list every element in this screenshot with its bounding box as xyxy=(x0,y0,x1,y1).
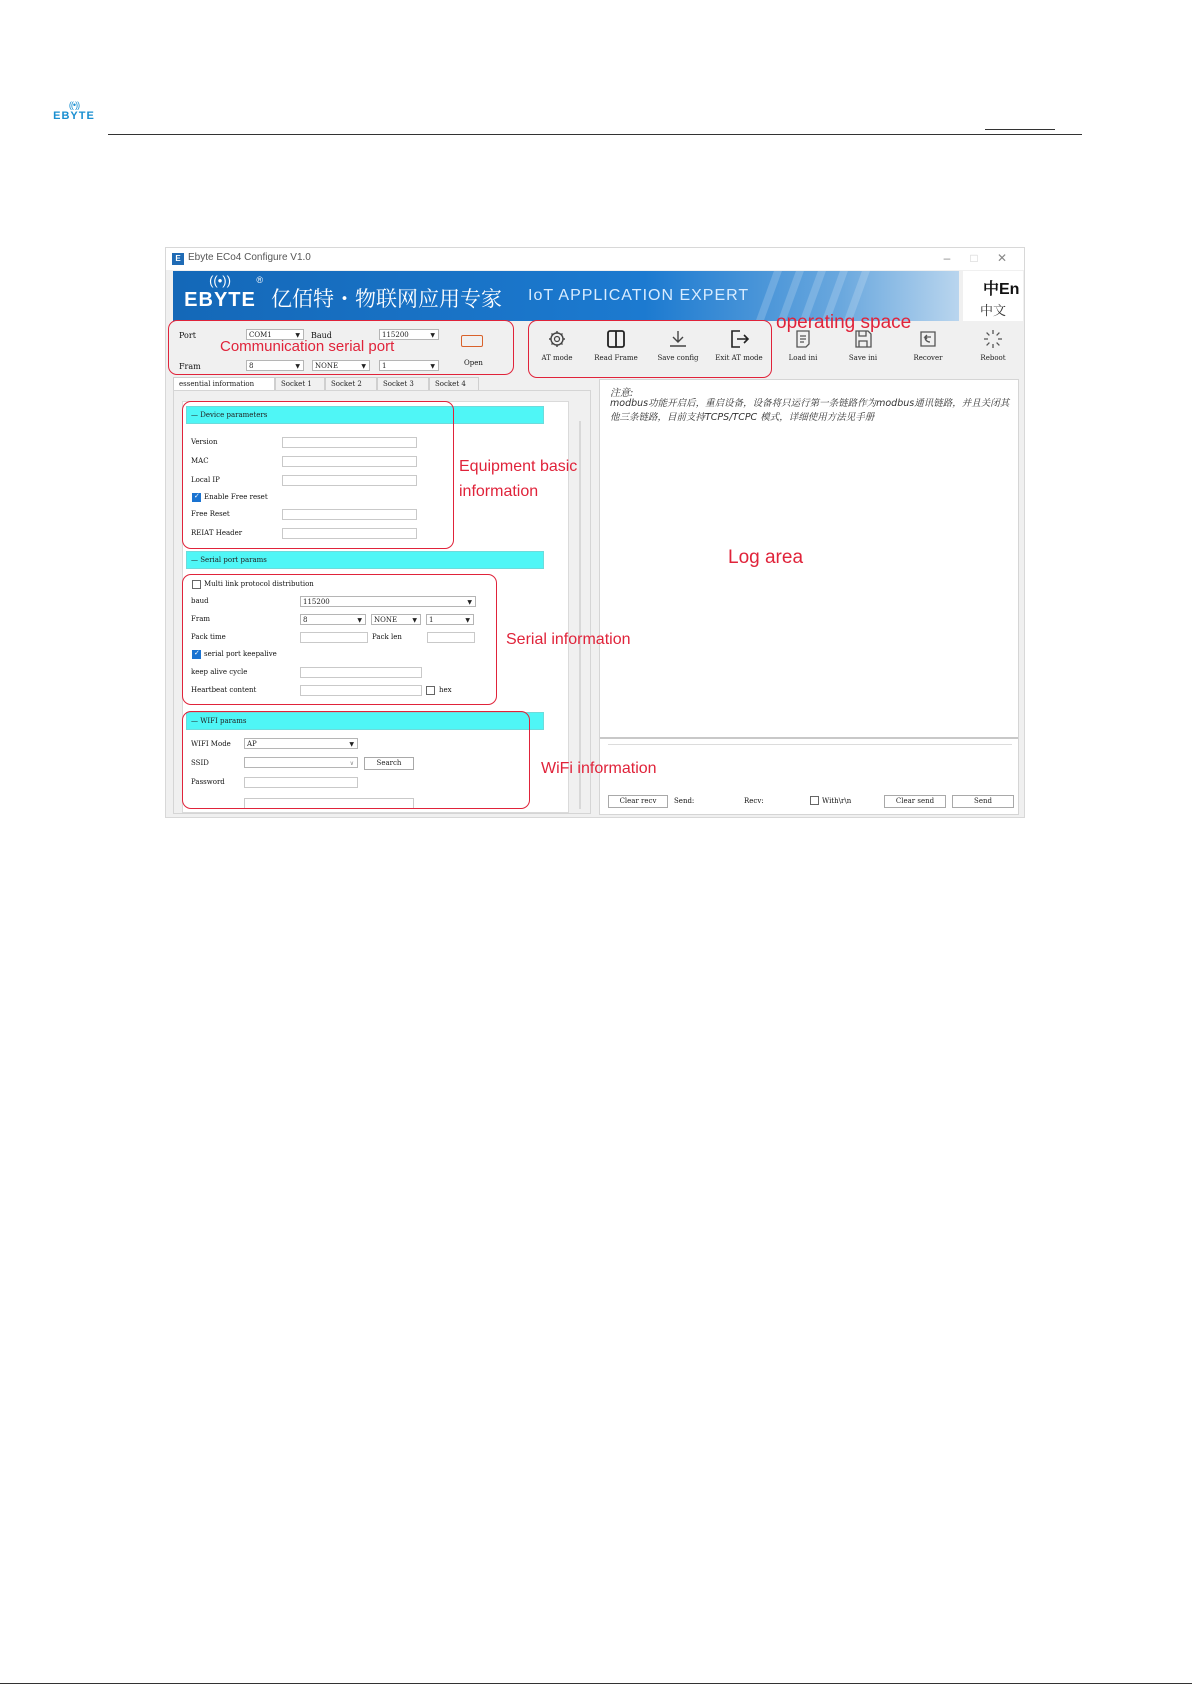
banner-slogan-en: IoT APPLICATION EXPERT xyxy=(528,287,750,304)
send-count-label: Send: xyxy=(674,797,695,805)
operating-space-annotation: operating space xyxy=(776,312,912,333)
clear-send-button[interactable]: Clear send xyxy=(884,795,946,808)
language-button[interactable] xyxy=(963,271,1023,321)
mac-label: MAC xyxy=(191,457,209,465)
keep-alive-cycle-label: keep alive cycle xyxy=(191,668,248,676)
fram-label: Fram xyxy=(179,362,201,371)
send-input[interactable] xyxy=(608,744,1012,783)
serial-baud-select[interactable]: 115200 ▼ xyxy=(300,596,476,607)
wifi-waves-icon: ((•)) xyxy=(68,100,80,110)
with-rn-label: With\r\n xyxy=(822,797,852,805)
language-icon: 中En xyxy=(983,281,1020,298)
stop-bits-select[interactable]: 1 ▼ xyxy=(379,360,439,371)
serial-port-params-header[interactable]: — Serial port params xyxy=(186,551,544,569)
tab-essential-information[interactable]: essential information xyxy=(173,377,275,390)
serial-fram-label: Fram xyxy=(191,615,211,623)
equipment-annotation: Equipment basic information xyxy=(459,458,578,500)
hex-label: hex xyxy=(439,686,452,694)
title-bar xyxy=(166,248,1024,270)
wifi-annotation-box xyxy=(182,711,530,809)
heartbeat-label: Heartbeat content xyxy=(191,686,257,694)
data-bits-select[interactable]: 8 ▼ xyxy=(246,360,304,371)
equipment-annotation-box xyxy=(182,401,454,549)
serial-baud-label: baud xyxy=(191,597,209,605)
log-note: modbus功能开启后，重启设备，设备将只运行第一条链路作为modbus通讯链路，并且关闭其他三条链路，目前支持TCPS/TCPC 模式，详细使用方法见手册 xyxy=(610,398,1010,423)
ssid-label: SSID xyxy=(191,759,209,767)
device-parameters-header[interactable]: — Device parameters xyxy=(186,406,544,424)
wifi-waves-icon: ((•)) xyxy=(209,273,231,288)
local-ip-label: Local IP xyxy=(191,476,220,484)
recover-label: Recover xyxy=(913,354,943,362)
port-label: Port xyxy=(179,331,196,340)
load-ini-button[interactable] xyxy=(774,328,832,368)
maximize-icon[interactable]: □ xyxy=(970,251,978,265)
header-mark xyxy=(985,129,1055,130)
baud-label: Baud xyxy=(311,331,332,340)
log-divider xyxy=(600,737,1018,739)
log-area-annotation: Log area xyxy=(728,547,804,568)
load-ini-label: Load ini xyxy=(788,354,818,362)
reiat-header-label: REIAT Header xyxy=(191,529,243,537)
language-label: 中文 xyxy=(980,304,1007,319)
wifi-annotation: WiFi information xyxy=(541,760,657,777)
footer-divider xyxy=(0,1683,1192,1684)
banner-logo: ((•)) EBYTE ® xyxy=(181,273,259,311)
clear-recv-button[interactable]: Clear recv xyxy=(608,795,668,808)
open-button[interactable]: Open xyxy=(464,359,483,367)
password-label: Password xyxy=(191,778,225,786)
save-ini-button[interactable] xyxy=(834,328,892,368)
parity-select[interactable]: NONE ▼ xyxy=(312,360,370,371)
page-logo xyxy=(50,100,98,122)
tab-socket-4[interactable]: Socket 4 xyxy=(429,377,479,390)
reboot-button[interactable] xyxy=(964,328,1022,368)
pack-len-label: Pack len xyxy=(372,633,402,641)
wifi-params-header[interactable]: — WIFI params xyxy=(186,712,544,730)
recover-icon xyxy=(917,328,939,350)
port-select[interactable]: COM1 ▼ xyxy=(246,329,304,340)
wifi-mode-label: WIFI Mode xyxy=(191,740,231,748)
recv-count-label: Recv: xyxy=(744,797,764,805)
app-window xyxy=(165,247,1025,818)
window-title: Ebyte ECo4 Configure V1.0 xyxy=(188,252,311,263)
close-icon[interactable]: ✕ xyxy=(996,251,1008,265)
recover-button[interactable] xyxy=(899,328,957,368)
serial-parity-select[interactable]: NONE ▼ xyxy=(371,614,421,625)
serial-port-annotation: Communication serial port xyxy=(220,338,395,355)
operating-space-annotation-box xyxy=(528,320,772,378)
ssid-select[interactable]: ∨ xyxy=(244,757,358,768)
banner-slogan-cn: 亿佰特・物联网应用专家 xyxy=(271,287,502,311)
pack-time-label: Pack time xyxy=(191,633,226,641)
with-rn-checkbox[interactable] xyxy=(810,796,819,805)
tab-socket-2[interactable]: Socket 2 xyxy=(325,377,377,390)
reboot-icon xyxy=(982,328,1004,350)
free-reset-label: Free Reset xyxy=(191,510,230,518)
wifi-mode-select[interactable]: AP ▼ xyxy=(244,738,358,749)
tab-socket-1[interactable]: Socket 1 xyxy=(275,377,325,390)
header-divider xyxy=(108,134,1082,135)
serial-info-annotation-box xyxy=(182,574,497,705)
read-frame-label: Read Frame xyxy=(594,354,638,362)
enable-free-reset-label: Enable Free reset xyxy=(204,493,268,501)
log-note-title: 注意: xyxy=(610,388,634,399)
logo-text: EBYTE xyxy=(53,110,95,122)
tab-socket-3[interactable]: Socket 3 xyxy=(377,377,429,390)
log-panel xyxy=(599,379,1019,815)
keepalive-label: serial port keepalive xyxy=(204,650,277,658)
reboot-label: Reboot xyxy=(980,354,1006,362)
exit-at-mode-label: Exit AT mode xyxy=(715,354,763,362)
serial-data-bits-select[interactable]: 8 ▼ xyxy=(300,614,366,625)
at-mode-label: AT mode xyxy=(541,354,573,362)
baud-select[interactable]: 115200 ▼ xyxy=(379,329,439,340)
app-icon: E xyxy=(172,253,184,265)
search-button[interactable]: Search xyxy=(364,757,414,770)
multi-link-label: Multi link protocol distribution xyxy=(204,580,314,588)
send-button[interactable]: Send xyxy=(952,795,1014,808)
version-label: Version xyxy=(191,438,218,446)
minimize-icon[interactable]: – xyxy=(943,251,951,265)
save-ini-label: Save ini xyxy=(848,354,878,362)
serial-stop-bits-select[interactable]: 1 ▼ xyxy=(426,614,474,625)
serial-info-annotation: Serial information xyxy=(506,631,631,648)
save-config-label: Save config xyxy=(657,354,699,362)
